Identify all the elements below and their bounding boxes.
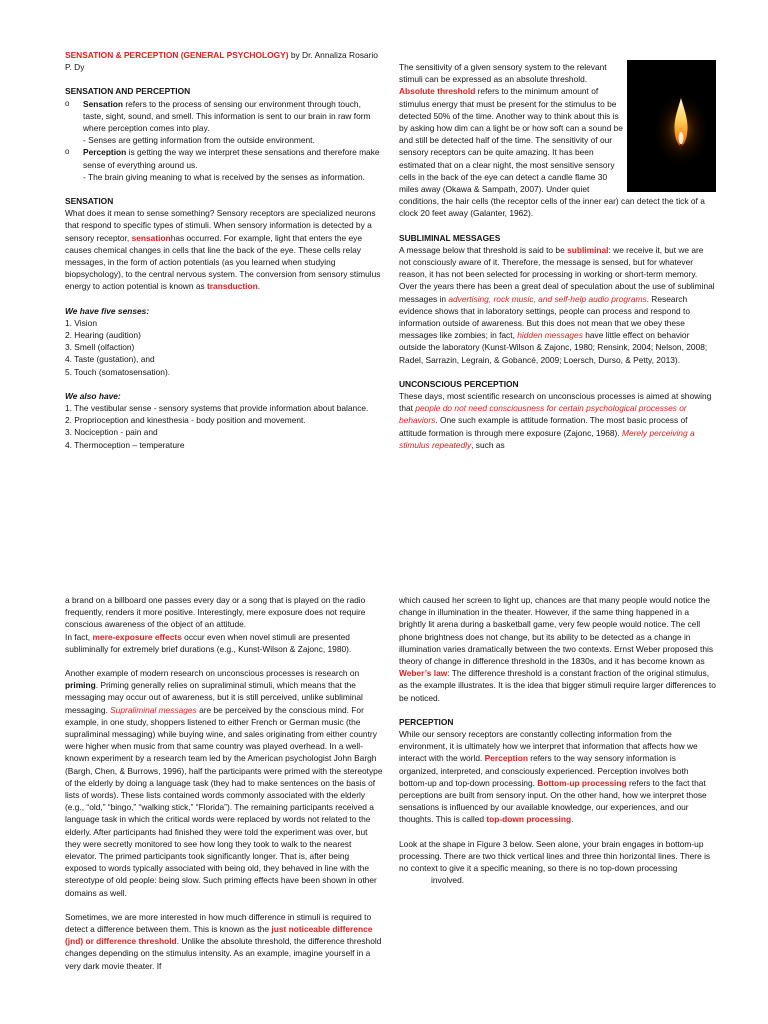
paragraph-text: occur even when novel stimuli are presented subliminally for extremely brief durations (e.g., Kunst-Wilson & Zajonc, 1980). bbox=[65, 631, 352, 654]
paragraph-text: . Priming generally relies on supraliminal stimuli, which means that the messaging may occur out of awareness, but it is still perceived, unlike subliminal messaging. bbox=[65, 680, 363, 715]
subliminal-paragraph bbox=[399, 244, 717, 366]
term-bottom-up-processing: Bottom-up processing bbox=[537, 777, 627, 788]
weber-paragraph bbox=[399, 594, 717, 704]
term-hidden-messages: hidden messages bbox=[517, 330, 583, 341]
candle-flame-icon bbox=[627, 60, 716, 192]
subliminal-examples: advertising, rock music, and self-help audio programs bbox=[448, 293, 647, 304]
list-item: 3. Nociception - pain and bbox=[65, 427, 158, 438]
unconscious-paragraph bbox=[399, 390, 717, 451]
sensation-definition: refers to the process of sensing our environment through touch, taste, sight, sound, and smell. This information is sent to our brain in raw form where perception comes into play. bbox=[83, 98, 371, 134]
column-bottom-right bbox=[399, 594, 717, 886]
document-byline bbox=[65, 49, 383, 73]
document-title: SENSATION & PERCEPTION (GENERAL PSYCHOLOGY) bbox=[65, 50, 289, 60]
paragraph-text: A message below that threshold is said to be bbox=[399, 244, 568, 255]
paragraph-text: . bbox=[571, 814, 574, 825]
term-priming: priming bbox=[65, 680, 96, 691]
paragraph-text: refers to the fact that perceptions are built from sensory input. On the other hand, how we interpret those sensations is influenced by our available knowledge, our experiences, and our thoughts. This is called bbox=[399, 777, 707, 825]
list-item: 1. Vision bbox=[65, 317, 97, 328]
paragraph-text: refers to the way sensory information is organized, interpreted, and consciously experienced. Perception involves both bottom-up and top-down processing. bbox=[399, 753, 689, 788]
paragraph-text: Another example of modern research on unconscious processes is research on bbox=[65, 668, 360, 679]
term-just-noticeable-difference: just noticeable difference (jnd) or difference threshold bbox=[65, 924, 373, 947]
paragraph-text: . Research evidence shows that in laboratory settings, people can process and respond to information outside of awareness. But this does not mean that we obey these messages like zombies; in fact, bbox=[399, 293, 690, 341]
paragraph-text: Sometimes, we are more interested in how much difference in stimuli is required to detect a difference between them. This is known as the bbox=[65, 911, 372, 935]
term-perception: Perception bbox=[83, 147, 127, 158]
paragraph-text: The sensitivity of a given sensory system to the relevant stimuli can be expressed as an absolute threshold. bbox=[399, 62, 607, 85]
mere-exposure-paragraph bbox=[65, 594, 383, 655]
five-senses-heading: We have five senses: bbox=[65, 305, 150, 316]
column-bottom-left bbox=[65, 594, 383, 972]
list-item: 1. The vestibular sense - sensory systems that provide information about balance. bbox=[65, 403, 369, 414]
candle-photo bbox=[627, 60, 716, 192]
document-author: by Dr. Annaliza Rosario P. Dy bbox=[65, 50, 378, 73]
bullet-perception bbox=[65, 146, 383, 183]
paragraph-text: refers to the minimum amount of stimulus energy that must be present for the stimulus to be detected 50% of the time. Another way to think about this is by asking how dim can a light be or how soft can a sound be and still be detected half of the time. The sensitivity of our sensory receptors can be quite amazing. It has been estimated that on a clear night, the most sensitive sensory cells in the back of the eye can detect a candle flame 30 miles away (Okawa & Sampath, 2007). Under quiet conditions, the hair cells (the receptor cells of the inner ear) can detect the tick of a clock 20 feet away (Galanter, 1962). bbox=[399, 86, 705, 219]
term-mere-exposure-effects: mere-exposure effects bbox=[92, 631, 182, 642]
figure-paragraph: Look at the shape in Figure 3 below. Seen alone, your brain engages in bottom-up processing. There are two thick vertical lines and three thin horizontal lines. There is no context to give it a specific meaning, so there is no top-down processing bbox=[399, 838, 711, 874]
also-have-list bbox=[65, 402, 383, 451]
paragraph-text: : The difference threshold is a constant fraction of the original stimulus, as the example illustrates. It is the idea that bigger stimuli require larger differences to be noticed. bbox=[399, 668, 716, 703]
paragraph-text: a brand on a billboard one passes every day or a song that is played on the radio frequently, renders it more positive. Interestingly, mere exposure does not require conscious awareness of the object of an attitude. bbox=[65, 595, 366, 630]
priming-paragraph bbox=[65, 667, 383, 899]
also-have-heading: We also have: bbox=[65, 390, 121, 401]
perception-definition: is getting the way we interpret these sensations and therefore make sense of everything around us. bbox=[83, 147, 380, 170]
paragraph-text: . One such example is attitude formation. The most basic process of attitude formation is through mere exposure (Zajonc, 1968). bbox=[399, 415, 688, 438]
term-sensation: Sensation bbox=[83, 98, 124, 109]
heading-sensation-and-perception: SENSATION AND PERCEPTION bbox=[65, 86, 191, 97]
heading-subliminal-messages: SUBLIMINAL MESSAGES bbox=[399, 232, 501, 243]
paragraph-text: are be perceived by the conscious mind. For example, in one study, shoppers listened to either French or German music (the supraliminal messaging) while buying wine, and sales originating from either country were higher when music from that same country was played overhead. In a well-known experiment by a research team led by the American psychologist John Bargh (Bargh, Chen, & Burrows, 1996), half the participants were primed with the stereotype of the elderly by doing a language task (they had to make sentences on the basis of lists of words). These lists contained words commonly associated with the elderly (e.g., “old,” “bingo,” “walking stick,” “Florida”). The remaining participants received a language task in which the critical words were replaced by words not related to the elderly. After participants had finished they were told the experiment was over, but they were secretly monitored to see how long they took to walk to the nearest elevator. The primed participants took significantly longer. That is, after being exposed to words typically associated with being old, they behaved in line with the stereotype of old people: being slow. Such priming effects have been shown in other domains as well. bbox=[65, 704, 383, 898]
list-item: 3. Smell (olfaction) bbox=[65, 342, 135, 353]
paragraph-text: , such as bbox=[471, 439, 505, 450]
term-webers-law: Weber’s law bbox=[399, 668, 448, 679]
jnd-paragraph bbox=[65, 911, 383, 972]
list-item: 4. Taste (gustation), and bbox=[65, 354, 155, 365]
sensation-paragraph bbox=[65, 207, 383, 292]
perception-paragraph bbox=[399, 728, 717, 826]
term-top-down-processing: top-down processing bbox=[486, 814, 572, 825]
term-absolute-threshold: Absolute threshold bbox=[399, 86, 476, 97]
five-senses-list bbox=[65, 317, 383, 378]
paragraph-text: which caused her screen to light up, chances are that many people would notice the change in illumination in the theater. However, if the same thing happened in a brightly lit arena during a basketball game, very few people would notice. The cell phone brightness does not change, but its ability to be detected as a change in illumination varies dramatically between the two contexts. Ernst Weber proposed this theory of change in difference threshold in the 1830s, and it has become known as bbox=[399, 595, 714, 667]
paragraph-text: : we receive it, but we are not consciously aware of it. Therefore, the message is sensed, but for whatever reason, it has not been selected for processing in working or short-term memory. Over the years there has been a great deal of speculation about the use of subliminal messages in bbox=[399, 244, 715, 304]
figure-paragraph-end: involved. bbox=[431, 875, 465, 886]
paragraph-text: have little effect on behavior outside the laboratory (Kunst-Wilson & Zajonc, 1980; Rensink, 2004; Nelson, 2008; Radel, Sarrazin, Legrain, & Gobancé, 2009; Loersch, Durso, & Petty, 2013). bbox=[399, 330, 708, 365]
paragraph-text: While our sensory receptors are constantly collecting information from the environment, it is ultimately how we interpret that information that affects how we interact with the world. bbox=[399, 729, 698, 764]
paragraph-text: . Unlike the absolute threshold, the difference threshold changes depending on the stimulus intensity. As an example, imagine yourself in a very dark movie theater. If bbox=[65, 936, 382, 971]
mere-exposure-phrase: Merely perceiving a stimulus repeatedly bbox=[399, 427, 695, 450]
paragraph-text: What does it mean to sense something? Sensory receptors are specialized neurons that respond to specific types of stimuli. When sensory information is detected by a sensory receptor, bbox=[65, 208, 376, 243]
heading-sensation: SENSATION bbox=[65, 196, 114, 207]
bullet-sensation bbox=[65, 98, 383, 147]
unconscious-claim: people do not need consciousness for certain psychological processes or behaviors bbox=[399, 403, 687, 426]
term-subliminal: subliminal bbox=[567, 244, 609, 255]
term-perception-inline: Perception bbox=[484, 753, 528, 764]
perception-subnote: - The brain giving meaning to what is received by the senses as information. bbox=[83, 171, 365, 182]
column-top-left bbox=[65, 49, 383, 451]
bullet-icon: o bbox=[65, 98, 70, 108]
paragraph-text: has occurred. For example, light that enters the eye causes chemical changes in cells that line the back of the eye. These cells relay messages, in the form of action potentials (as you learned when studying biopsychology), to the central nervous system. The conversion from sensory stimulus energy to action potential is known as bbox=[65, 232, 381, 292]
term-sensation-inline: sensation bbox=[131, 232, 171, 243]
list-item: 5. Touch (somatosensation). bbox=[65, 366, 171, 377]
heading-perception: PERCEPTION bbox=[399, 716, 454, 727]
term-supraliminal-messages: Supraliminal messages bbox=[110, 704, 197, 715]
paragraph-text: In fact, bbox=[65, 631, 93, 642]
sensation-subnote: - Senses are getting information from the outside environment. bbox=[83, 135, 315, 146]
term-transduction: transduction bbox=[207, 281, 258, 292]
paragraph-text: These days, most scientific research on unconscious processes is aimed at showing that bbox=[399, 391, 712, 414]
list-item: 2. Hearing (audition) bbox=[65, 330, 141, 341]
heading-unconscious-perception: UNCONSCIOUS PERCEPTION bbox=[399, 378, 519, 389]
list-item: 2. Proprioception and kinesthesia - body position and movement. bbox=[65, 415, 306, 426]
bullet-icon: o bbox=[65, 147, 70, 157]
list-item: 4. Thermoception – temperature bbox=[65, 439, 185, 450]
paragraph-text: . bbox=[257, 281, 261, 292]
